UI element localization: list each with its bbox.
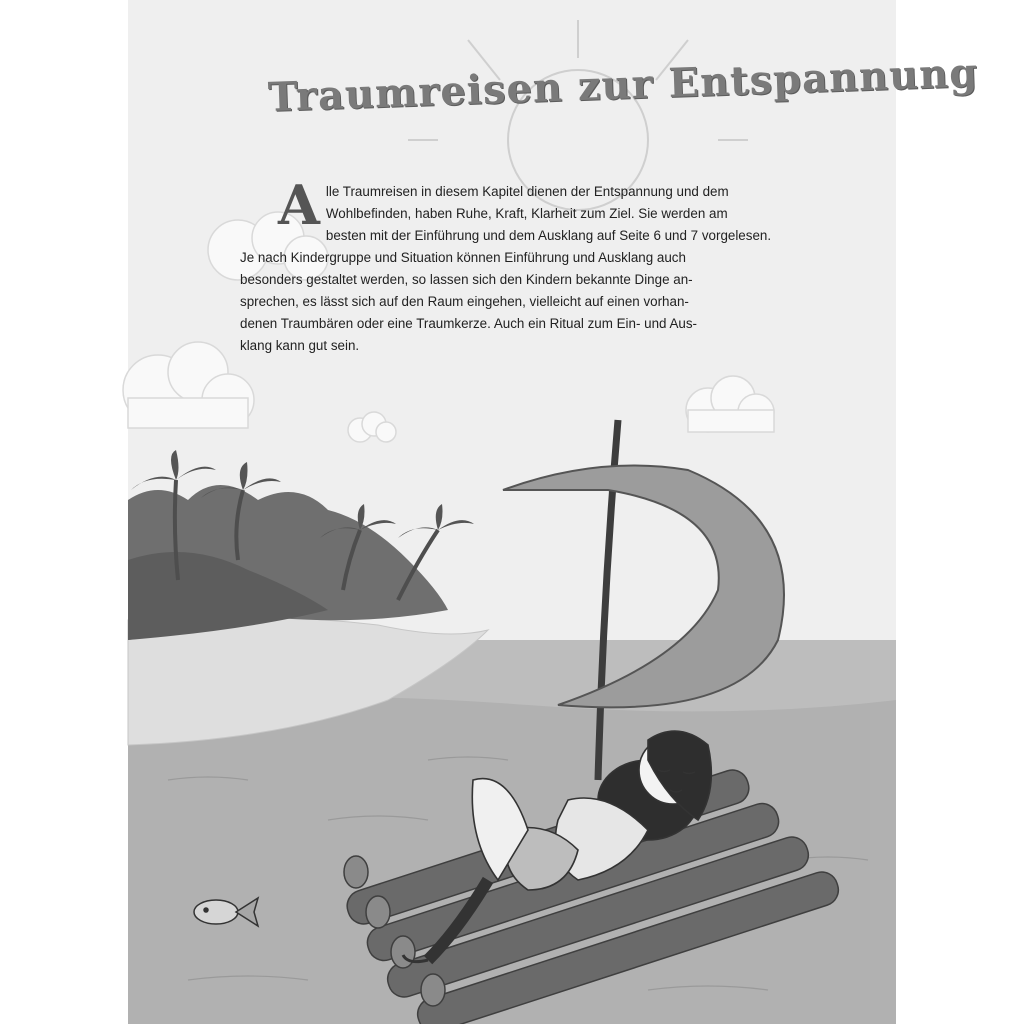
book-page: [128, 0, 979, 1024]
intro-line: besonders gestaltet werden, so lassen sich den Kindern bekannte Dinge an-: [240, 272, 693, 287]
page-title: Traumreisen zur Entspannung: [267, 49, 979, 121]
intro-paragraph: [240, 173, 772, 357]
intro-line: Je nach Kindergruppe und Situation können Einführung und Ausklang auch: [240, 250, 686, 265]
intro-line: sprechen, es lässt sich auf den Raum eingehen, vielleicht auf einen vorhan-: [240, 294, 689, 309]
intro-line: besten mit der Einführung und dem Ausklang auf Seite 6 und 7 vorgelesen.: [325, 228, 772, 243]
drop-cap: A: [278, 173, 320, 237]
intro-line: denen Traumbären oder eine Traumkerze. Auch ein Ritual zum Ein- und Aus-: [240, 316, 698, 331]
raft-illustration: [128, 0, 979, 1024]
intro-line: lle Traumreisen in diesem Kapitel dienen der Entspannung und dem: [325, 184, 729, 199]
intro-line: klang kann gut sein.: [240, 338, 360, 353]
intro-line: Wohlbefinden, haben Ruhe, Kraft, Klarheit zum Ziel. Sie werden am: [325, 206, 728, 221]
